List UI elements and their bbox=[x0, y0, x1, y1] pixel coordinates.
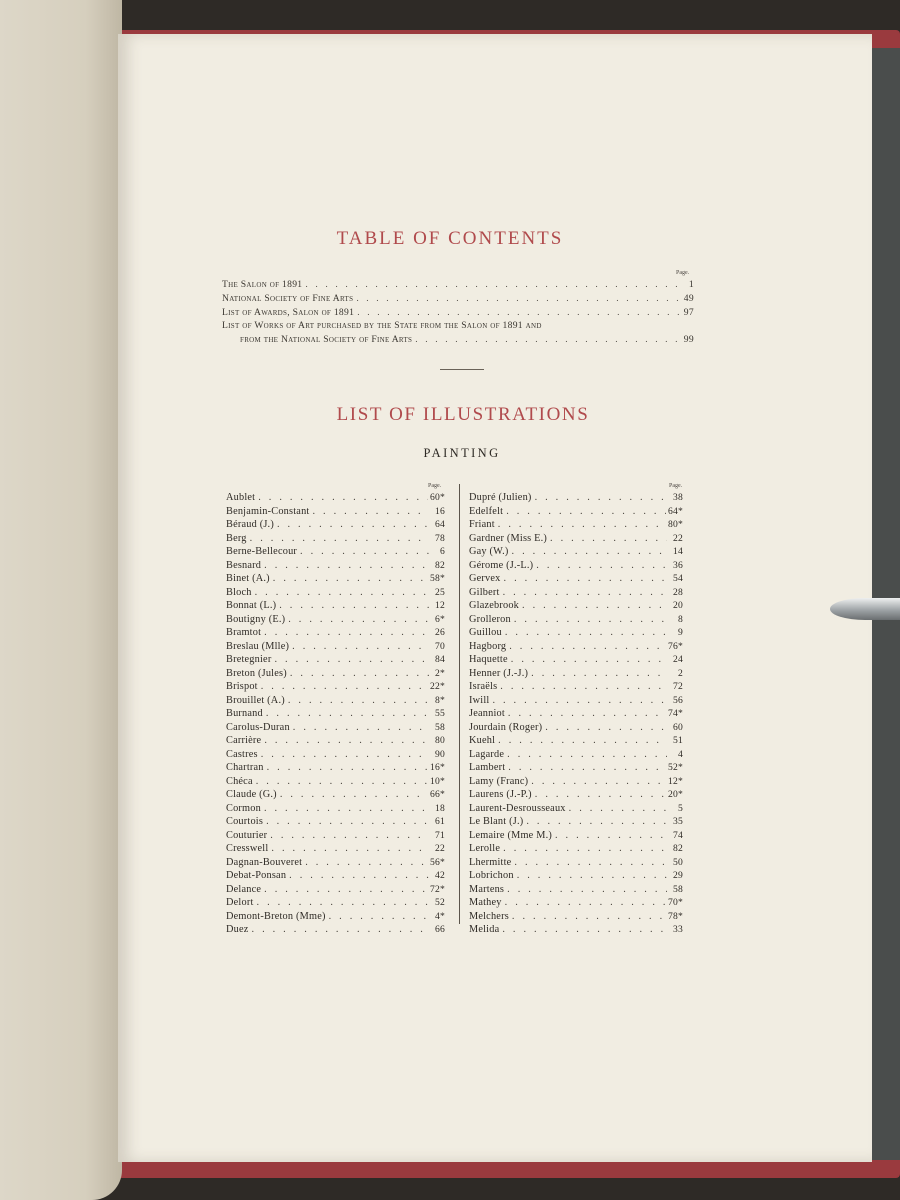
page-number: 20 bbox=[673, 600, 683, 611]
dot-leader bbox=[511, 614, 667, 625]
illustration-entry bbox=[226, 573, 445, 587]
dot-leader bbox=[254, 897, 429, 908]
artist-name: Martens bbox=[469, 883, 505, 895]
artist-name: Gérome (J.-L.) bbox=[469, 559, 534, 571]
illustration-entry bbox=[226, 641, 445, 655]
illustration-entry bbox=[226, 614, 445, 628]
illustration-entry bbox=[226, 816, 445, 830]
illustration-entry bbox=[469, 573, 683, 587]
toc-entry bbox=[222, 279, 694, 292]
dot-leader bbox=[528, 776, 666, 787]
toc-entry-label: National Society of Fine Arts bbox=[222, 293, 354, 304]
toc-entry-page: 97 bbox=[683, 307, 694, 318]
page-number: 51 bbox=[673, 735, 683, 746]
page-number: 22* bbox=[430, 681, 445, 692]
dot-leader bbox=[261, 803, 429, 814]
dot-leader bbox=[504, 749, 667, 760]
illustration-entry bbox=[226, 749, 445, 763]
illustration-entry bbox=[226, 722, 445, 736]
dot-leader bbox=[263, 708, 429, 719]
dot-leader bbox=[270, 573, 428, 584]
artist-name: Hagborg bbox=[469, 640, 507, 652]
page-number: 10* bbox=[430, 775, 445, 787]
illustration-entry bbox=[469, 695, 683, 709]
page-number: 56* bbox=[430, 856, 445, 868]
page-number: 22 bbox=[435, 843, 445, 854]
dot-leader bbox=[502, 897, 666, 908]
dot-leader bbox=[264, 762, 428, 773]
artist-name: Duez bbox=[226, 924, 249, 935]
dot-leader bbox=[547, 533, 667, 544]
dot-leader bbox=[261, 884, 428, 895]
artist-name: Melchers bbox=[469, 910, 509, 922]
illustration-entry bbox=[469, 587, 683, 601]
illustration-entry bbox=[469, 735, 683, 749]
page-number: 20* bbox=[668, 789, 683, 800]
page-number: 70 bbox=[435, 640, 445, 652]
page-number: 58 bbox=[435, 721, 445, 733]
toc-entry bbox=[222, 320, 694, 333]
dot-leader bbox=[353, 293, 679, 304]
illustration-entry bbox=[469, 722, 683, 736]
left-page bbox=[0, 0, 122, 1200]
page-number: 50 bbox=[673, 856, 683, 868]
section-title: PAINTING bbox=[423, 446, 501, 460]
illustration-entry bbox=[226, 668, 445, 682]
dot-leader bbox=[302, 857, 428, 868]
dot-leader bbox=[253, 776, 428, 787]
dot-leader bbox=[258, 681, 428, 692]
page-number: 64 bbox=[435, 519, 445, 530]
page-number: 60* bbox=[430, 492, 445, 503]
artist-name: Kuehl bbox=[469, 735, 496, 746]
artist-name: Laurens (J.-P.) bbox=[469, 789, 532, 800]
illustration-entry bbox=[469, 533, 683, 547]
dot-leader bbox=[285, 614, 429, 625]
dot-leader bbox=[497, 681, 667, 692]
page-number: 38 bbox=[673, 492, 683, 503]
dot-leader bbox=[261, 560, 429, 571]
illustrations-title: LIST OF ILLUSTRATIONS bbox=[336, 404, 590, 425]
artist-name: Bonnat (L.) bbox=[226, 600, 277, 611]
page-number: 61 bbox=[435, 816, 445, 827]
dot-leader bbox=[252, 587, 429, 598]
page-number: 60 bbox=[673, 721, 683, 733]
toc-page-header: Page. bbox=[676, 270, 690, 276]
page-number: 2 bbox=[678, 667, 683, 679]
page-number: 66 bbox=[435, 924, 445, 935]
artist-name: Cormon bbox=[226, 802, 261, 814]
toc-entry-label: from the National Society of Fine Arts bbox=[240, 334, 413, 345]
artist-name: Iwill bbox=[469, 694, 490, 706]
page-number: 74* bbox=[668, 708, 683, 719]
dot-leader bbox=[302, 279, 684, 290]
dot-leader bbox=[267, 830, 429, 841]
artist-name: Binet (A.) bbox=[226, 573, 270, 584]
artist-name: Friant bbox=[469, 519, 495, 530]
column-divider bbox=[459, 484, 460, 924]
dot-leader bbox=[532, 492, 667, 503]
page-number: 25 bbox=[435, 586, 445, 598]
page-number: 33 bbox=[673, 924, 683, 935]
illustration-entry bbox=[469, 803, 683, 817]
toc-entry-label: The Salon of 1891 bbox=[222, 279, 303, 290]
dot-leader bbox=[285, 695, 429, 706]
page-number: 42 bbox=[435, 870, 445, 881]
page-number: 26 bbox=[435, 627, 445, 638]
artist-name: Lerolle bbox=[469, 843, 501, 854]
dot-leader bbox=[566, 803, 667, 814]
illustration-entry bbox=[226, 857, 445, 871]
artist-name: Gay (W.) bbox=[469, 546, 509, 557]
artist-name: Bramtot bbox=[226, 627, 262, 638]
illustration-entry bbox=[469, 681, 683, 695]
artist-name: Brouillet (A.) bbox=[226, 694, 285, 706]
illustration-entry bbox=[469, 708, 683, 722]
illustration-entry bbox=[469, 614, 683, 628]
page-number: 14 bbox=[673, 546, 683, 557]
illustration-entry bbox=[226, 897, 445, 911]
page-number: 18 bbox=[435, 802, 445, 814]
artist-name: Lamy (Franc) bbox=[469, 775, 529, 787]
artist-name: Benjamin-Constant bbox=[226, 505, 310, 517]
dot-leader bbox=[258, 749, 429, 760]
page-number: 66* bbox=[430, 789, 445, 800]
artist-name: Chéca bbox=[226, 775, 253, 787]
page-number: 6* bbox=[435, 613, 445, 625]
left-page-header: Page. bbox=[428, 483, 442, 489]
dot-leader bbox=[309, 506, 429, 517]
dot-leader bbox=[523, 816, 667, 827]
dot-leader bbox=[499, 924, 667, 935]
artist-name: Jourdain (Roger) bbox=[469, 721, 543, 733]
illustration-entry bbox=[226, 924, 445, 938]
artist-name: Laurent-Desrousseaux bbox=[469, 802, 566, 814]
illustration-entry bbox=[226, 492, 445, 506]
page-number: 70* bbox=[668, 897, 683, 908]
illustration-entry bbox=[469, 911, 683, 925]
page-number: 4 bbox=[678, 748, 683, 760]
illustration-entry bbox=[469, 816, 683, 830]
illustration-entry bbox=[226, 681, 445, 695]
illustration-entry bbox=[469, 546, 683, 560]
artist-name: Gardner (Miss E.) bbox=[469, 532, 548, 544]
separator-rule bbox=[440, 369, 484, 370]
dot-leader bbox=[249, 924, 429, 935]
illustration-entry bbox=[469, 884, 683, 898]
illustrations-right-column bbox=[469, 492, 683, 938]
artist-name: Brispot bbox=[226, 681, 258, 692]
page-number: 52* bbox=[668, 762, 683, 773]
dot-leader bbox=[506, 641, 666, 652]
artist-name: Edelfelt bbox=[469, 505, 504, 517]
illustration-entry bbox=[469, 627, 683, 641]
page-number: 84 bbox=[435, 654, 445, 665]
artist-name: Berne-Bellecour bbox=[226, 546, 298, 557]
dot-leader bbox=[500, 843, 667, 854]
dot-leader bbox=[500, 587, 667, 598]
artist-name: Couturier bbox=[226, 829, 268, 841]
illustration-entry bbox=[469, 492, 683, 506]
illustration-entry bbox=[469, 641, 683, 655]
bookmark bbox=[830, 598, 900, 620]
page-number: 82 bbox=[435, 559, 445, 571]
artist-name: Dupré (Julien) bbox=[469, 492, 532, 503]
page-number: 2* bbox=[435, 667, 445, 679]
dot-leader bbox=[271, 654, 429, 665]
dot-leader bbox=[247, 533, 429, 544]
artist-name: Bloch bbox=[226, 586, 252, 598]
artist-name: Le Blant (J.) bbox=[469, 816, 524, 827]
illustration-entry bbox=[226, 789, 445, 803]
illustration-entry bbox=[226, 546, 445, 560]
page-number: 16 bbox=[435, 505, 445, 517]
dot-leader bbox=[263, 816, 429, 827]
artist-name: Lhermitte bbox=[469, 856, 512, 868]
artist-name: Demont-Breton (Mme) bbox=[226, 910, 326, 922]
artist-name: Claude (G.) bbox=[226, 789, 277, 800]
toc-entry-label: List of Works of Art purchased by the State from the Salon of 1891 and bbox=[222, 320, 542, 331]
page-number: 8 bbox=[678, 613, 683, 625]
page-number: 22 bbox=[673, 532, 683, 544]
illustration-entry bbox=[226, 870, 445, 884]
artist-name: Carolus-Duran bbox=[226, 721, 290, 733]
artist-name: Debat-Ponsan bbox=[226, 870, 287, 881]
illustration-entry bbox=[469, 762, 683, 776]
artist-name: Mathey bbox=[469, 897, 502, 908]
page-number: 72 bbox=[673, 681, 683, 692]
illustration-entry bbox=[469, 789, 683, 803]
page-number: 71 bbox=[435, 829, 445, 841]
illustration-entry bbox=[469, 843, 683, 857]
artist-name: Besnard bbox=[226, 559, 262, 571]
toc-entry-page: 99 bbox=[683, 334, 694, 345]
illustration-entry bbox=[226, 843, 445, 857]
dot-leader bbox=[489, 695, 667, 706]
page-number: 82 bbox=[673, 843, 683, 854]
artist-name: Cresswell bbox=[226, 843, 269, 854]
page-number: 6 bbox=[440, 546, 445, 557]
page-number: 58 bbox=[673, 883, 683, 895]
page-number: 8* bbox=[435, 694, 445, 706]
page-number: 28 bbox=[673, 586, 683, 598]
dot-leader bbox=[542, 722, 667, 733]
dot-leader bbox=[505, 762, 666, 773]
dot-leader bbox=[511, 857, 667, 868]
artist-name: Glazebrook bbox=[469, 600, 520, 611]
artist-name: Gilbert bbox=[469, 586, 500, 598]
illustration-entry bbox=[226, 654, 445, 668]
page-number: 35 bbox=[673, 816, 683, 827]
artist-name: Lobrichon bbox=[469, 870, 514, 881]
dot-leader bbox=[528, 668, 667, 679]
artist-name: Jeanniot bbox=[469, 708, 505, 719]
dot-leader bbox=[533, 560, 667, 571]
illustration-entry bbox=[469, 870, 683, 884]
illustration-entry bbox=[226, 708, 445, 722]
illustration-entry bbox=[469, 506, 683, 520]
illustration-entry bbox=[469, 776, 683, 790]
dot-leader bbox=[495, 735, 667, 746]
dot-leader bbox=[255, 492, 428, 503]
artist-name: Berg bbox=[226, 532, 247, 544]
illustration-entry bbox=[226, 803, 445, 817]
artist-name: Breslau (Mlle) bbox=[226, 640, 290, 652]
artist-name: Grolleron bbox=[469, 613, 511, 625]
illustration-entry bbox=[226, 506, 445, 520]
artist-name: Lagarde bbox=[469, 748, 505, 760]
dot-leader bbox=[519, 600, 667, 611]
page-number: 56 bbox=[673, 694, 683, 706]
artist-name: Castres bbox=[226, 748, 258, 760]
page-number: 52 bbox=[435, 897, 445, 908]
illustration-entry bbox=[226, 600, 445, 614]
illustration-entry bbox=[469, 924, 683, 938]
illustration-entry bbox=[226, 519, 445, 533]
illustration-entry bbox=[226, 560, 445, 574]
dot-leader bbox=[508, 654, 667, 665]
illustration-entry bbox=[226, 830, 445, 844]
page-number: 55 bbox=[435, 708, 445, 719]
page-number: 54 bbox=[673, 573, 683, 584]
artist-name: Aublet bbox=[226, 492, 256, 503]
artist-name: Israëls bbox=[469, 681, 498, 692]
dot-leader bbox=[268, 843, 429, 854]
illustration-entry bbox=[469, 600, 683, 614]
artist-name: Lambert bbox=[469, 762, 506, 773]
illustration-entry bbox=[226, 911, 445, 925]
artist-name: Burnand bbox=[226, 708, 263, 719]
illustration-entry bbox=[226, 587, 445, 601]
artist-name: Courtois bbox=[226, 816, 264, 827]
dot-leader bbox=[276, 600, 429, 611]
artist-name: Henner (J.-J.) bbox=[469, 667, 529, 679]
artist-name: Dagnan-Bouveret bbox=[226, 856, 303, 868]
illustration-entry bbox=[469, 668, 683, 682]
dot-leader bbox=[509, 546, 667, 557]
artist-name: Béraud (J.) bbox=[226, 519, 274, 530]
illustration-entry bbox=[469, 654, 683, 668]
artist-name: Gervex bbox=[469, 573, 501, 584]
dot-leader bbox=[532, 789, 666, 800]
artist-name: Carrière bbox=[226, 735, 262, 746]
page-number: 80* bbox=[668, 519, 683, 530]
dot-leader bbox=[261, 627, 429, 638]
toc-entry bbox=[240, 334, 694, 347]
page-number: 80 bbox=[435, 735, 445, 746]
artist-name: Melida bbox=[469, 924, 500, 935]
artist-name: Breton (Jules) bbox=[226, 667, 287, 679]
right-page-header: Page. bbox=[669, 483, 683, 489]
illustration-entry bbox=[226, 735, 445, 749]
page-number: 4* bbox=[435, 910, 445, 922]
dot-leader bbox=[501, 573, 667, 584]
artist-name: Bretegnier bbox=[226, 654, 272, 665]
dot-leader bbox=[514, 870, 667, 881]
dot-leader bbox=[261, 735, 429, 746]
illustration-entry bbox=[226, 884, 445, 898]
illustration-entry bbox=[226, 627, 445, 641]
page-number: 12 bbox=[435, 600, 445, 611]
page-number: 76* bbox=[668, 640, 683, 652]
dot-leader bbox=[354, 307, 680, 318]
page-number: 16* bbox=[430, 762, 445, 773]
dot-leader bbox=[286, 870, 429, 881]
toc-entry bbox=[222, 307, 694, 320]
illustration-entry bbox=[469, 749, 683, 763]
dot-leader bbox=[289, 641, 429, 652]
illustration-entry bbox=[469, 830, 683, 844]
dot-leader bbox=[505, 708, 666, 719]
page-number: 24 bbox=[673, 654, 683, 665]
dot-leader bbox=[509, 911, 666, 922]
artist-name: Lemaire (Mme M.) bbox=[469, 829, 552, 841]
page-number: 78* bbox=[668, 910, 683, 922]
page-number: 58* bbox=[430, 573, 445, 584]
artist-name: Guillou bbox=[469, 627, 502, 638]
dot-leader bbox=[495, 519, 666, 530]
dot-leader bbox=[326, 911, 429, 922]
dot-leader bbox=[297, 546, 429, 557]
dot-leader bbox=[502, 627, 667, 638]
page-number: 78 bbox=[435, 532, 445, 544]
illustration-entry bbox=[226, 533, 445, 547]
page-number: 5 bbox=[678, 802, 683, 814]
artist-name: Delance bbox=[226, 883, 262, 895]
artist-name: Delort bbox=[226, 897, 254, 908]
toc-entry-page: 1 bbox=[688, 279, 694, 290]
illustration-entry bbox=[226, 776, 445, 790]
illustration-entry bbox=[226, 695, 445, 709]
dot-leader bbox=[287, 668, 429, 679]
page-number: 90 bbox=[435, 748, 445, 760]
illustration-entry bbox=[469, 897, 683, 911]
artist-name: Haquette bbox=[469, 654, 508, 665]
page-number: 64* bbox=[668, 505, 683, 517]
page-number: 36 bbox=[673, 559, 683, 571]
toc-title: TABLE OF CONTENTS bbox=[336, 228, 564, 249]
page-number: 12* bbox=[668, 775, 683, 787]
dot-leader bbox=[274, 519, 429, 530]
artist-name: Chartran bbox=[226, 762, 264, 773]
dot-leader bbox=[504, 884, 667, 895]
illustration-entry bbox=[469, 857, 683, 871]
dot-leader bbox=[277, 789, 428, 800]
page-number: 72* bbox=[430, 883, 445, 895]
illustration-entry bbox=[469, 560, 683, 574]
page-number: 9 bbox=[678, 627, 683, 638]
toc-entry-page: 49 bbox=[683, 293, 694, 304]
toc-entry-label: List of Awards, Salon of 1891 bbox=[222, 307, 355, 318]
toc-entry bbox=[222, 293, 694, 306]
artist-name: Boutigny (E.) bbox=[226, 613, 286, 625]
illustration-entry bbox=[469, 519, 683, 533]
page-number: 74 bbox=[673, 829, 683, 841]
illustrations-left-column bbox=[226, 492, 445, 938]
illustration-entry bbox=[226, 762, 445, 776]
dot-leader bbox=[503, 506, 666, 517]
dot-leader bbox=[552, 830, 667, 841]
dot-leader bbox=[290, 722, 429, 733]
dot-leader bbox=[412, 334, 680, 345]
page-number: 29 bbox=[673, 870, 683, 881]
